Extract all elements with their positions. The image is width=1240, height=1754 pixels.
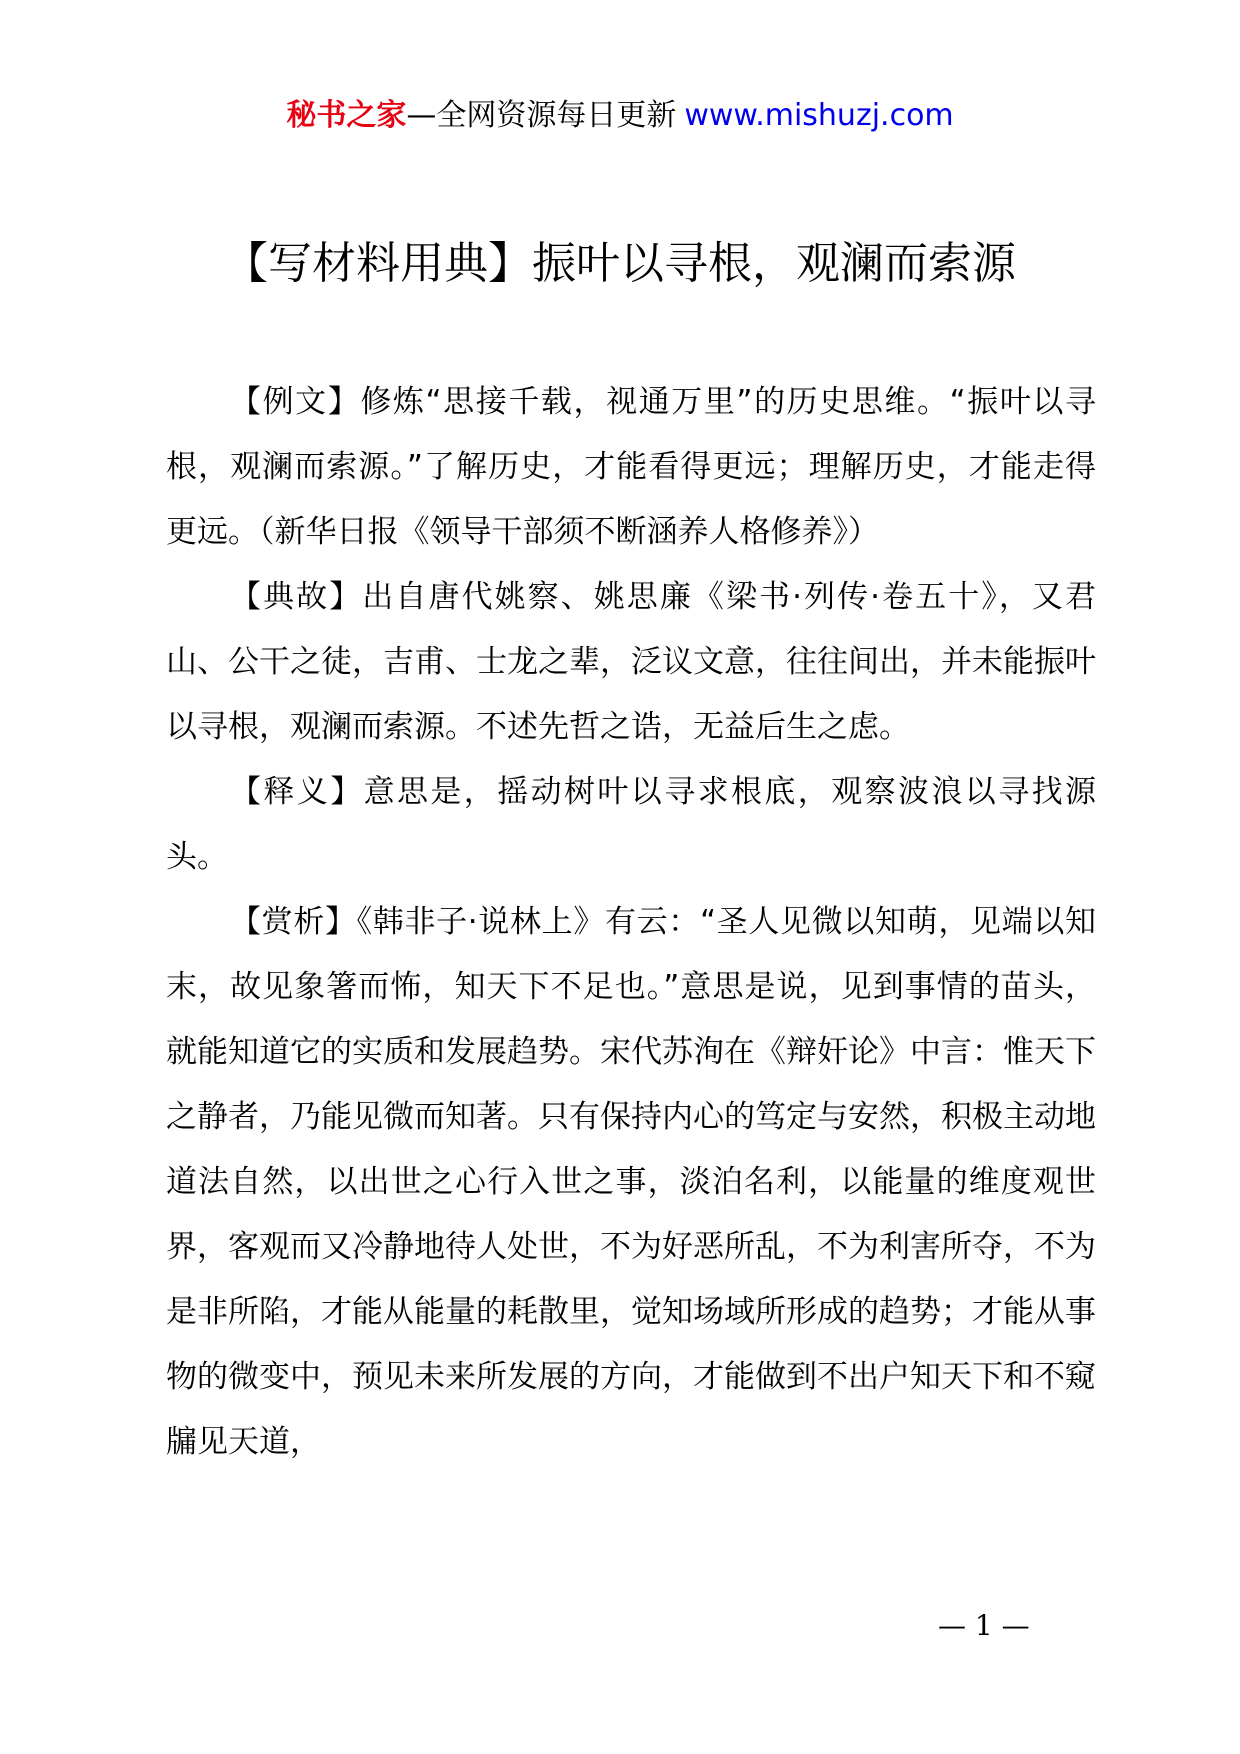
paragraph-meaning: 【释义】意思是，摇动树叶以寻求根底，观察波浪以寻找源头。 <box>166 774 1096 875</box>
site-header <box>0 96 1240 136</box>
page-number: — 1 — <box>938 1609 1030 1642</box>
brand-name: 秘书之家 <box>286 98 407 133</box>
document-body <box>166 370 1096 1475</box>
paragraph-allusion: 【典故】出自唐代姚察、姚思廉《梁书·列传·卷五十》，又君山、公干之徒，吉甫、士龙之辈，泛议文意，往往间出，并未能振叶以寻根，观澜而索源。不述先哲之诰，无益后生之虑。 <box>166 579 1096 745</box>
paragraph-example: 【例文】修炼“思接千载，视通万里”的历史思维。“振叶以寻根，观澜而索源。”了解历史，才能看得更远；理解历史，才能走得更远。（新华日报《领导干部须不断涵养人格修养》） <box>166 384 1096 550</box>
header-tagline: —全网资源每日更新 <box>406 98 677 133</box>
paragraph-appreciation: 【赏析】《韩非子·说林上》有云：“圣人见微以知萌，见端以知末，故见象箸而怖，知天下不足也。”意思是说，见到事情的苗头，就能知道它的实质和发展趋势。宋代苏洵在《辩奸论》中言：惟天下之静者，乃能见微而知著。只有保持内心的笃定与安然，积极主动地道法自然，以出世之心行入世之事，淡泊名利，以能量的维度观世界，客观而又冷静地待人处世，不为好恶所乱，不为利害所夺，不为是非所陷，才能从能量的耗散里，觉知场域所形成的趋势；才能从事物的微变中，预见未来所发展的方向，才能做到不出户知天下和不窥牖见天道， <box>166 904 1096 1460</box>
document-title: 【写材料用典】振叶以寻根，观澜而索源 <box>224 238 1016 289</box>
site-url[interactable]: www.mishuzj.com <box>684 98 954 133</box>
